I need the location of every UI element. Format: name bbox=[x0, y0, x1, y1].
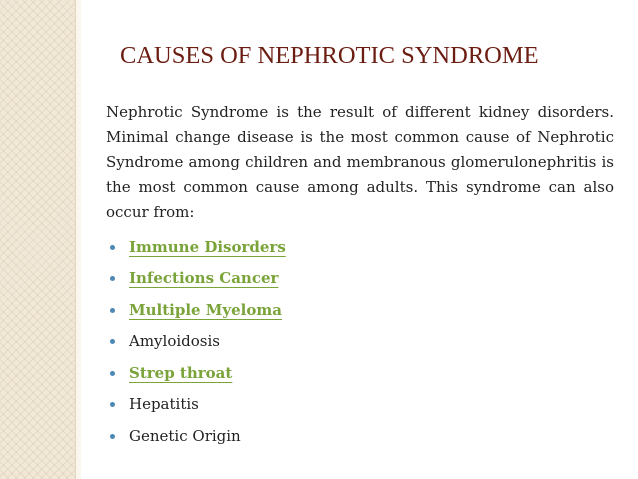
bullet-icon bbox=[110, 434, 115, 439]
link-strep-throat[interactable]: Strep throat bbox=[129, 363, 233, 382]
bullet-icon bbox=[110, 371, 115, 376]
bullet-icon bbox=[110, 339, 115, 344]
list-item[interactable] bbox=[110, 263, 286, 295]
intro-paragraph: Nephrotic Syndrome is the result of different kidney disorders. Minimal change disease is the most common cause of Nephrotic Syndrome among children and membranous glomerulonephritis is the most common cause among adults. This syndrome can also occur from: bbox=[106, 103, 614, 221]
list-item[interactable] bbox=[110, 357, 286, 389]
list-item bbox=[110, 389, 286, 421]
side-divider bbox=[75, 0, 81, 479]
bullet-icon bbox=[110, 276, 115, 281]
list-item bbox=[110, 326, 286, 358]
link-multiple-myeloma[interactable]: Multiple Myeloma bbox=[129, 300, 282, 319]
slide-title: CAUSES OF NEPHROTIC SYNDROME bbox=[120, 42, 539, 69]
bullet-icon bbox=[110, 308, 115, 313]
list-item-label: Genetic Origin bbox=[129, 426, 241, 445]
link-infections-cancer[interactable]: Infections Cancer bbox=[129, 269, 279, 288]
list-item[interactable] bbox=[110, 231, 286, 263]
bullet-icon bbox=[110, 245, 115, 250]
bullet-icon bbox=[110, 402, 115, 407]
list-item[interactable] bbox=[110, 294, 286, 326]
list-item-label: Amyloidosis bbox=[129, 332, 220, 351]
causes-list bbox=[110, 231, 286, 452]
link-immune-disorders[interactable]: Immune Disorders bbox=[129, 237, 286, 256]
decorative-side-band bbox=[0, 0, 75, 479]
list-item bbox=[110, 420, 286, 452]
list-item-label: Hepatitis bbox=[129, 395, 199, 414]
